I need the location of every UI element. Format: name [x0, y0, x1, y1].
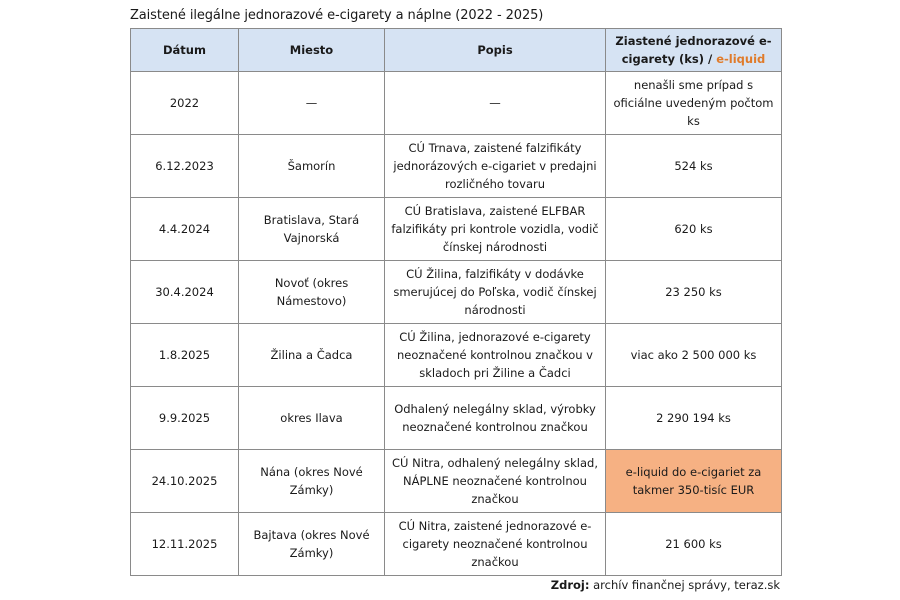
cell-date: 1.8.2025 [131, 324, 239, 387]
column-header-seized-main: Ziastené jednorazové e-cigarety (ks) / [615, 34, 772, 66]
table-row [131, 450, 782, 513]
table-row [131, 72, 782, 135]
cell-date: 12.11.2025 [131, 513, 239, 576]
source-label: Zdroj: [550, 578, 590, 592]
cell-date: 2022 [131, 72, 239, 135]
table-row [131, 261, 782, 324]
cell-seized: 23 250 ks [606, 261, 782, 324]
column-header-seized [606, 29, 782, 72]
column-header-place: Miesto [239, 29, 385, 72]
table-title: Zaistené ilegálne jednorazové e-cigarety a náplne (2022 - 2025) [130, 8, 544, 23]
cell-seized-highlighted: e-liquid do e-cigariet za takmer 350-tisíc EUR [606, 450, 782, 513]
table-row [131, 387, 782, 450]
cell-date: 9.9.2025 [131, 387, 239, 450]
cell-place: — [239, 72, 385, 135]
cell-place: Novoť (okres Námestovo) [239, 261, 385, 324]
column-header-description: Popis [385, 29, 606, 72]
cell-place: Nána (okres Nové Zámky) [239, 450, 385, 513]
header-row [131, 29, 782, 72]
cell-description: CÚ Žilina, jednorazové e-cigarety neoznačené kontrolnou značkou v skladoch pri Žiline a Čadci [385, 324, 606, 387]
cell-description: CÚ Trnava, zaistené falzifikáty jednorázových e-cigariet v predajni rozličného tovaru [385, 135, 606, 198]
cell-seized: 620 ks [606, 198, 782, 261]
cell-seized: 2 290 194 ks [606, 387, 782, 450]
cell-place: Šamorín [239, 135, 385, 198]
cell-seized: 21 600 ks [606, 513, 782, 576]
cell-date: 24.10.2025 [131, 450, 239, 513]
cell-date: 6.12.2023 [131, 135, 239, 198]
table-row [131, 324, 782, 387]
cell-date: 4.4.2024 [131, 198, 239, 261]
cell-place: Bratislava, Stará Vajnorská [239, 198, 385, 261]
cell-place: okres Ilava [239, 387, 385, 450]
cell-place: Bajtava (okres Nové Zámky) [239, 513, 385, 576]
cell-description: Odhalený nelegálny sklad, výrobky neoznačené kontrolnou značkou [385, 387, 606, 450]
table-row [131, 513, 782, 576]
cell-description: — [385, 72, 606, 135]
column-header-seized-accent: e-liquid [716, 52, 766, 66]
cell-description: CÚ Žilina, falzifikáty v dodávke smerujúcej do Poľska, vodič čínskej národnosti [385, 261, 606, 324]
source-note [551, 578, 780, 592]
cell-description: CÚ Nitra, zaistené jednorazové e-cigarety neoznačené kontrolnou značkou [385, 513, 606, 576]
cell-description: CÚ Nitra, odhalený nelegálny sklad, NÁPLNE neoznačené kontrolnou značkou [385, 450, 606, 513]
cell-place: Žilina a Čadca [239, 324, 385, 387]
cell-seized: nenašli sme prípad s oficiálne uvedeným počtom ks [606, 72, 782, 135]
column-header-date: Dátum [131, 29, 239, 72]
cell-description: CÚ Bratislava, zaistené ELFBAR falzifikáty pri kontrole vozidla, vodič čínskej národnosti [385, 198, 606, 261]
source-text: archív finančnej správy, teraz.sk [589, 578, 780, 592]
cell-seized: viac ako 2 500 000 ks [606, 324, 782, 387]
cell-date: 30.4.2024 [131, 261, 239, 324]
table-row [131, 135, 782, 198]
cell-seized: 524 ks [606, 135, 782, 198]
seizures-table [130, 28, 782, 576]
table-row [131, 198, 782, 261]
